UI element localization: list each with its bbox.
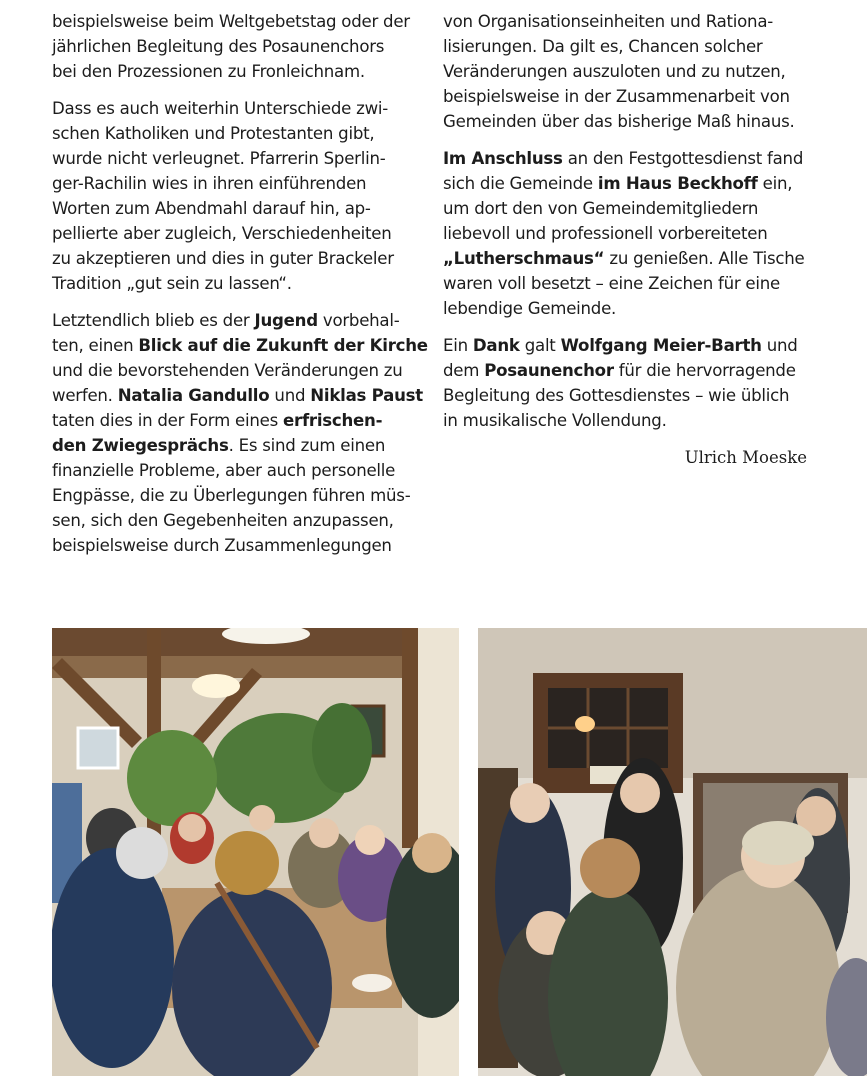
text-segment: waren voll besetzt – eine Zeichen für eine xyxy=(443,274,780,293)
bold-text: Posaunenchor xyxy=(484,361,614,380)
text-segment: werfen. xyxy=(52,386,118,405)
paragraph xyxy=(52,9,422,84)
text-line xyxy=(52,196,422,221)
text-line xyxy=(443,246,813,271)
text-line xyxy=(52,271,422,296)
text-segment: Ein xyxy=(443,336,473,355)
text-line xyxy=(52,483,422,508)
author-signature: Ulrich Moeske xyxy=(684,448,807,467)
text-line xyxy=(52,96,422,121)
text-line xyxy=(52,121,422,146)
paragraph xyxy=(443,146,813,321)
text-line xyxy=(52,221,422,246)
text-segment: jährlichen Begleitung des Posaunenchors xyxy=(52,37,385,56)
text-line xyxy=(443,84,813,109)
bold-text: Dank xyxy=(472,336,520,355)
paragraph xyxy=(443,333,813,433)
text-segment: Worten zum Abendmahl darauf hin, ap- xyxy=(52,199,371,218)
text-segment: Gemeinden über das bisherige Maß hinaus. xyxy=(443,112,795,131)
text-segment: Engpässe, die zu Überlegungen führen müs- xyxy=(52,486,411,505)
photo-conversation-group xyxy=(478,628,867,1076)
text-segment: sen, sich den Gegebenheiten anzupassen, xyxy=(52,511,394,530)
text-line xyxy=(52,146,422,171)
text-line xyxy=(52,433,422,458)
text-segment: Letztendlich blieb es der xyxy=(52,311,255,330)
text-line xyxy=(443,333,813,358)
text-line xyxy=(52,171,422,196)
text-line xyxy=(52,246,422,271)
text-segment: in musikalische Vollendung. xyxy=(443,411,667,430)
bold-text: Im Anschluss xyxy=(443,149,563,168)
text-segment: und xyxy=(269,386,311,405)
text-line xyxy=(443,221,813,246)
text-segment: und xyxy=(761,336,798,355)
text-line xyxy=(52,308,422,333)
text-segment: zu genießen. Alle Tische xyxy=(604,249,805,268)
photo-fellowship-meal xyxy=(52,628,459,1076)
bold-text: Wolfgang Meier-Barth xyxy=(560,336,762,355)
right-column xyxy=(443,9,813,470)
text-line xyxy=(52,333,428,358)
text-segment: finanzielle Probleme, aber auch personelle xyxy=(52,461,396,480)
text-segment: für die hervorragende xyxy=(613,361,796,380)
text-line xyxy=(443,196,813,221)
text-line xyxy=(443,146,813,171)
text-line xyxy=(443,296,813,321)
text-line xyxy=(52,358,422,383)
bold-text: Jugend xyxy=(254,311,318,330)
text-line xyxy=(52,533,422,558)
text-line xyxy=(52,408,422,433)
text-segment: taten dies in der Form eines xyxy=(52,411,283,430)
bold-text: im Haus Beckhoff xyxy=(597,174,758,193)
text-line xyxy=(52,34,422,59)
text-line xyxy=(52,59,422,84)
text-line xyxy=(443,109,813,134)
text-segment: um dort den von Gemeindemitgliedern xyxy=(443,199,759,218)
bold-text: Natalia Gandullo xyxy=(117,386,270,405)
text-line xyxy=(443,59,813,84)
text-segment: beispielsweise beim Weltgebetstag oder der xyxy=(52,12,410,31)
left-column xyxy=(52,9,428,570)
text-segment: vorbehal- xyxy=(317,311,400,330)
bold-text: „Lutherschmaus“ xyxy=(443,249,605,268)
text-segment: und die bevorstehenden Veränderungen zu xyxy=(52,361,403,380)
text-line xyxy=(443,271,813,296)
text-line xyxy=(443,171,813,196)
text-segment: ten, einen xyxy=(52,336,139,355)
text-segment: Begleitung des Gottesdienstes – wie üblich xyxy=(443,386,790,405)
paragraph xyxy=(443,9,813,134)
text-segment: . Es sind zum einen xyxy=(228,436,386,455)
text-segment: von Organisationseinheiten und Rationa- xyxy=(443,12,773,31)
text-line xyxy=(52,458,422,483)
paragraph xyxy=(52,96,422,296)
text-line xyxy=(52,383,422,408)
text-line xyxy=(443,9,813,34)
text-line xyxy=(443,383,813,408)
bold-text: erfrischen- xyxy=(283,411,383,430)
text-segment: Dass es auch weiterhin Unterschiede zwi- xyxy=(52,99,388,118)
text-segment: Veränderungen auszuloten und zu nutzen, xyxy=(443,62,786,81)
text-segment: dem xyxy=(443,361,485,380)
text-segment: beispielsweise durch Zusammenlegungen xyxy=(52,536,392,555)
text-segment: schen Katholiken und Protestanten gibt, xyxy=(52,124,375,143)
text-segment: zu akzeptieren und dies in guter Brackeler xyxy=(52,249,394,268)
text-segment: lisierungen. Da gilt es, Chancen solcher xyxy=(443,37,763,56)
text-line xyxy=(443,358,813,383)
text-line xyxy=(443,34,813,59)
text-line xyxy=(52,9,422,34)
paragraph xyxy=(52,308,428,558)
text-segment: pellierte aber zugleich, Verschiedenheiten xyxy=(52,224,392,243)
bold-text: Blick auf die Zukunft der Kirche xyxy=(138,336,428,355)
text-segment: ger-Rachilin wies in ihren einführenden xyxy=(52,174,367,193)
text-segment: an den Festgottesdienst fand xyxy=(562,149,804,168)
bold-text: den Zwiegesprächs xyxy=(52,436,229,455)
text-line xyxy=(52,508,422,533)
bold-text: Niklas Paust xyxy=(310,386,423,405)
text-segment: galt xyxy=(519,336,561,355)
text-segment: Tradition „gut sein zu lassen“. xyxy=(52,274,292,293)
text-segment: ein, xyxy=(757,174,793,193)
text-segment: sich die Gemeinde xyxy=(443,174,598,193)
text-line xyxy=(443,408,813,433)
text-segment: wurde nicht verleugnet. Pfarrerin Sperlin- xyxy=(52,149,386,168)
text-segment: bei den Prozessionen zu Fronleichnam. xyxy=(52,62,365,81)
text-segment: liebevoll und professionell vorbereiteten xyxy=(443,224,768,243)
text-segment: lebendige Gemeinde. xyxy=(443,299,617,318)
text-segment: beispielsweise in der Zusammenarbeit von xyxy=(443,87,790,106)
